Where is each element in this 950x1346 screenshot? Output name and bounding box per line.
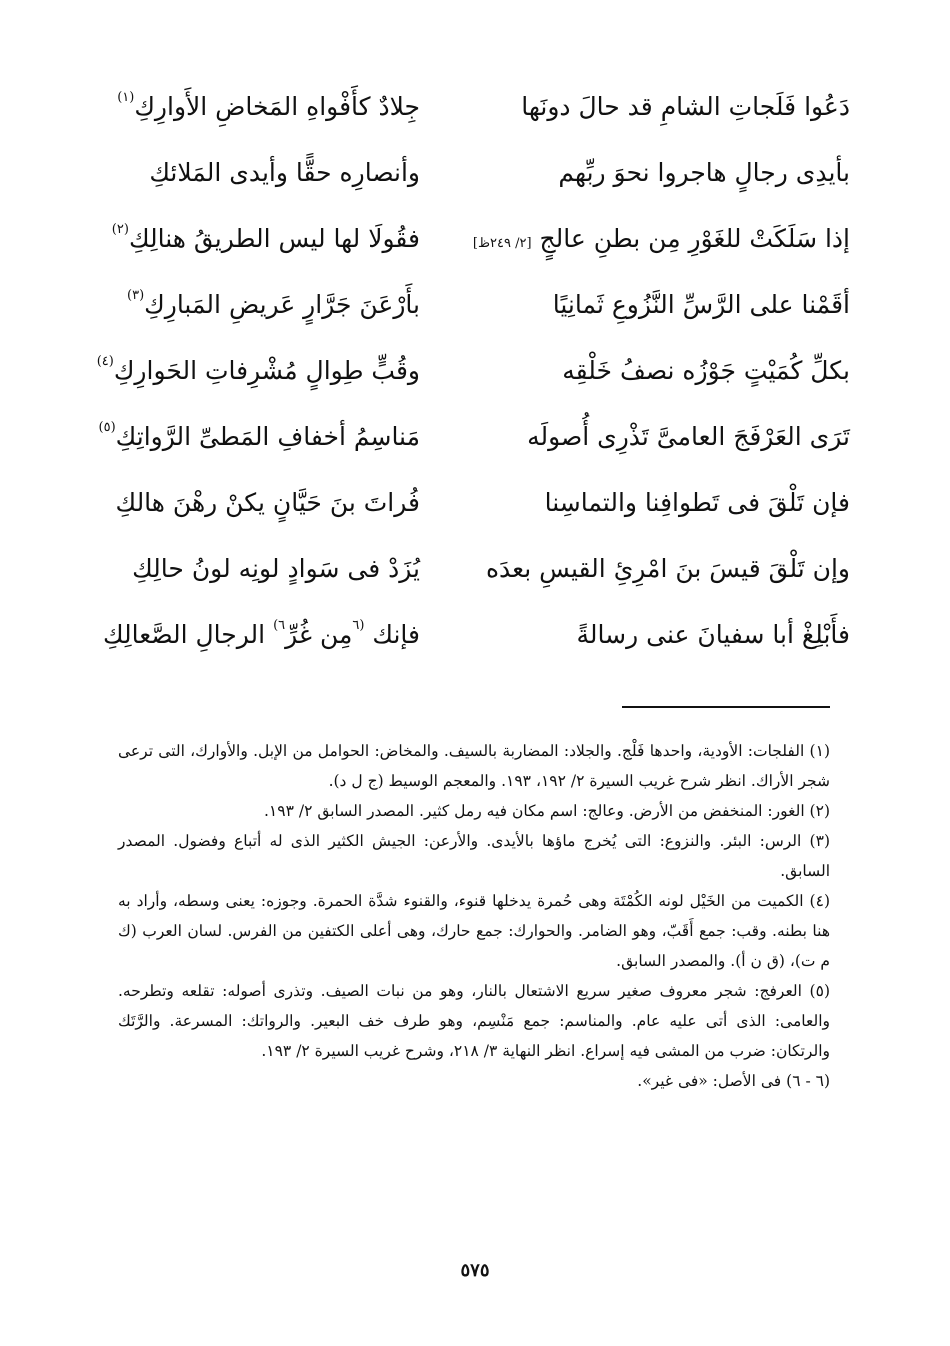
verse-3-second-hemistich [110, 214, 420, 264]
verse-6-first-hemistich: تَرَى العَرْفَجَ العامىَّ تَذْرِى أُصولَه [527, 422, 850, 451]
footnote-marker-2: (٢) [111, 222, 129, 237]
footnote-1: (١) الفلجات: الأودية، واحدها فَلْج. والجلاد: المضاربة بالسيف. والمخاض: الحوامل من الإبل. والأوارك، التى ترعى شجر الأراك. انظر شرح غريب السيرة ٢/ ١٩٢، ١٩٣. والمعجم الوسيط (ج ل د). [118, 742, 830, 790]
verse-5-first-hemistich: بكلِّ كُمَيْتٍ جَوْزُه نصفُ خَلْقِه [562, 356, 850, 385]
verse-2-first-hemistich: بأيدِى رجالٍ هاجروا نحوَ ربِّهم [558, 158, 850, 187]
verse-5-second-hemistich [96, 346, 420, 396]
manuscript-folio-reference: [٢/ ٢٤٩ظ] [472, 236, 532, 251]
footnote-marker-4: (٤) [96, 354, 114, 369]
poem [96, 82, 850, 676]
footnote-separator [622, 706, 830, 708]
verse-2 [110, 148, 850, 214]
verse-3-first-text: إذا سَلَكَتْ للغَوْرِ مِن بطنِ عالجٍ [539, 224, 850, 253]
verse-4-second-text: بأَرْعَنَ جَرَّارٍ عَريضِ المَبارِكِ [144, 290, 420, 319]
verse-1-first-hemistich: دَعُوا فَلَجاتِ الشامِ قد حالَ دونَها [521, 92, 850, 121]
verse-7 [110, 478, 850, 544]
verse-7-second-hemistich: فُراتَ بنَ حَيَّانٍ يكنْ رهْنَ هالكِ [115, 488, 420, 517]
verse-9-second-text-c: الرجالِ الصَّعالِكِ [102, 620, 266, 649]
verse-9-second-text-b: مِن غُرِّ [285, 620, 353, 649]
footnote-marker-6-open: (٦ [352, 618, 365, 633]
verse-6-second-text: مَناسِمُ أخفافِ المَطىِّ الرَّواتِكِ [115, 422, 420, 451]
footnote-marker-1: (١) [117, 90, 135, 105]
footnote-marker-5: (٥) [98, 420, 116, 435]
footnote-marker-6-close: ٦) [273, 618, 286, 633]
verse-8 [110, 544, 850, 610]
verse-4-first-hemistich: أقَمْنا على الرَّسِّ النَّزُوعِ ثَمانِيًا [552, 290, 850, 319]
verse-9-second-text-a: فإنك [372, 620, 420, 649]
footnote-6: (٦ - ٦) فى الأصل: «فى غير». [637, 1072, 830, 1090]
verse-9-first-hemistich: فأَبْلِغْ أبا سفيانَ عنى رسالةً [576, 620, 850, 649]
verse-4 [110, 280, 850, 346]
verse-6 [98, 412, 850, 478]
verse-1-second-hemistich [110, 82, 420, 132]
footnote-4: (٤) الكميت من الخَيْل لونه الكُمْتَة وهى حُمرة يدخلها قنوء، والقنوء شدَّة الحمرة. وجوزه: يعنى وسطه، وأراد به هنا بطنه. وقب: جمع أَقَبّ، وهو الضامر. والحوارك: جمع حارك، وهى أعلى الكتفين من الفرس. لسان العرب (ك م ت)، (ق ن أ). والمصدر السابق. [118, 892, 830, 970]
verse-9-second-hemistich [102, 610, 420, 660]
page-number: ٥٧٥ [460, 1260, 490, 1281]
verse-1 [110, 82, 850, 148]
verse-5-second-text: وقُبٍّ طِوالٍ مُشْرِفاتِ الحَوارِكِ [113, 356, 420, 385]
verse-9 [102, 610, 850, 676]
footnote-marker-3: (٣) [127, 288, 145, 303]
verse-5 [96, 346, 850, 412]
verse-3-first-hemistich [472, 214, 850, 269]
verse-3-second-text: فقُولَا لها ليس الطريقُ هنالِكِ [128, 224, 420, 253]
verse-1-second-text: جِلادٌ كأَفْواهِ المَخاضِ الأَوارِكِ [134, 92, 420, 121]
footnote-3: (٣) الرس: البئر. والنزوع: التى يُخرج ماؤها بالأيدى. والأرعن: الجيش الكثير الذى له أتباع وفضول. المصدر السابق. [118, 832, 830, 880]
footnotes [118, 736, 830, 1096]
verse-2-second-hemistich: وأنصارِه حقًّا وأيدى المَلائكِ [149, 158, 420, 187]
footnote-2: (٢) الغور: المنخفض من الأرض. وعالج: اسم مكان فيه رمل كثير. المصدر السابق ٢/ ١٩٣. [263, 802, 830, 820]
verse-8-first-hemistich: وإن تَلْقَ قيسَ بنَ امْرِئِ القيسِ بعدَه [485, 554, 850, 583]
verse-4-second-hemistich [110, 280, 420, 330]
verse-6-second-hemistich [98, 412, 420, 462]
verse-3 [110, 214, 850, 280]
verse-7-first-hemistich: فإن تَلْقَ فى تَطوافِنا والتماسِنا [544, 488, 850, 517]
footnote-5: (٥) العرفج: شجر معروف صغير سريع الاشتعال بالنار، وهو من نبات الصيف. وتذرى أصوله: تقلعه وتطرحه. والعامى: الذى أتى عليه عام. والمناسم: جمع مَنْسِم، وهو طرف خف البعير. والرواتك: المسرعة. والرَّتَك والرتكان: ضرب من المشى فيه إسراع. انظر النهاية ٣/ ٢١٨، وشرح غريب السيرة ٢/ ١٩٣. [118, 982, 830, 1060]
verse-8-second-hemistich: يُزَدْ فى سَوادٍ لونِه لونُ حالِكِ [132, 554, 420, 583]
